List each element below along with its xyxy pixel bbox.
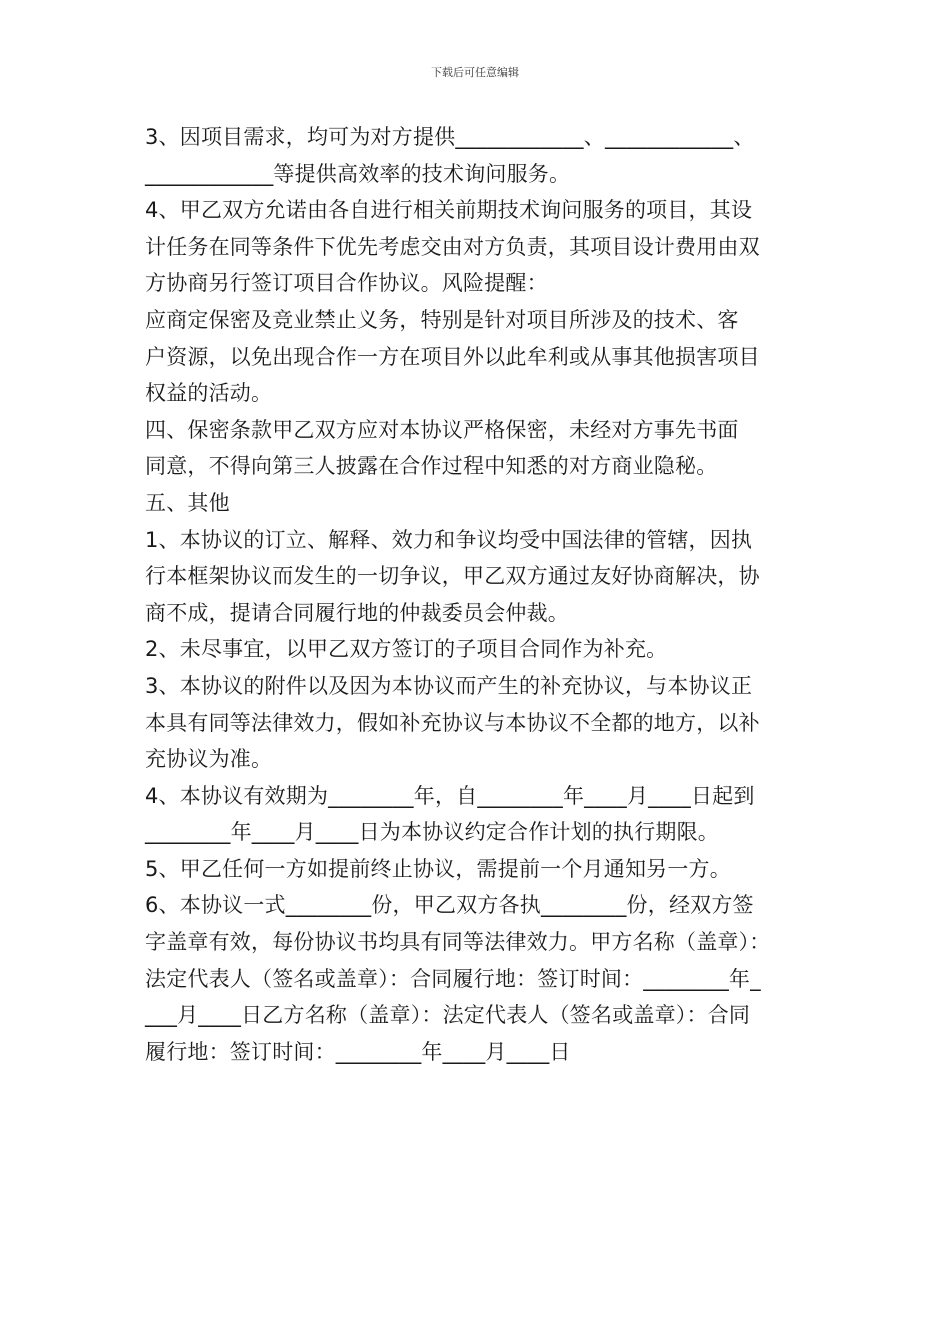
text-line: 4、本协议有效期为________年，自________年____月____日起到 — [145, 783, 755, 808]
page-header: 下载后可任意编辑 — [431, 66, 519, 79]
text-line: ____________等提供高效率的技术询问服务。 — [145, 161, 571, 186]
text-line: 权益的活动。 — [145, 381, 273, 406]
text-line: 字盖章有效，每份协议书均具有同等法律效力。甲方名称（盖章）： — [145, 930, 771, 955]
text-line: 法定代表人（签名或盖章）：合同履行地：签订时间：________年_ — [145, 966, 761, 991]
text-line: 3、本协议的附件以及因为本协议而产生的补充协议，与本协议正 — [145, 673, 753, 698]
text-line: 商不成，提请合同履行地的仲裁委员会仲裁。 — [145, 600, 569, 625]
text-line: 6、本协议一式________份，甲乙双方各执________份，经双方签 — [145, 893, 754, 918]
text-line: 充协议为准。 — [145, 747, 273, 772]
text-line: 3、因项目需求，均可为对方提供____________、____________、 — [145, 125, 755, 149]
text-line: 应商定保密及竞业禁止义务，特别是针对项目所涉及的技术、客 — [145, 307, 739, 332]
text-line: 4、甲乙双方允诺由各自进行相关前期技术询问服务的项目，其设 — [145, 198, 753, 223]
text-line: 计任务在同等条件下优先考虑交由对方负责，其项目设计费用由双 — [145, 234, 760, 259]
text-line: ___月____日乙方名称（盖章）：法定代表人（签名或盖章）：合同 — [145, 1003, 751, 1028]
text-line: 五、其他 — [145, 490, 230, 515]
text-line: 本具有同等法律效力，假如补充协议与本协议不全都的地方，以补 — [145, 710, 760, 735]
text-line: 方协商另行签订项目合作协议。风险提醒： — [145, 271, 548, 296]
text-line: 户资源，以免出现合作一方在项目外以此牟利或从事其他损害项目 — [145, 344, 760, 369]
text-line: 2、未尽事宜，以甲乙双方签订的子项目合同作为补充。 — [145, 637, 668, 662]
text-line: 履行地：签订时间：________年____月____日 — [145, 1039, 571, 1064]
text-line: 行本框架协议而发生的一切争议，甲乙双方通过友好协商解决，协 — [145, 564, 760, 589]
text-line: 1、本协议的订立、解释、效力和争议均受中国法律的管辖，因执 — [145, 527, 753, 552]
text-line: 四、保密条款甲乙双方应对本协议严格保密，未经对方事先书面 — [145, 417, 739, 442]
text-line: 5、甲乙任何一方如提前终止协议，需提前一个月通知另一方。 — [145, 856, 731, 881]
text-line: ________年____月____日为本协议约定合作计划的执行期限。 — [145, 820, 719, 845]
text-line: 同意，不得向第三人披露在合作过程中知悉的对方商业隐秘。 — [145, 454, 718, 479]
document-body — [145, 119, 807, 1070]
